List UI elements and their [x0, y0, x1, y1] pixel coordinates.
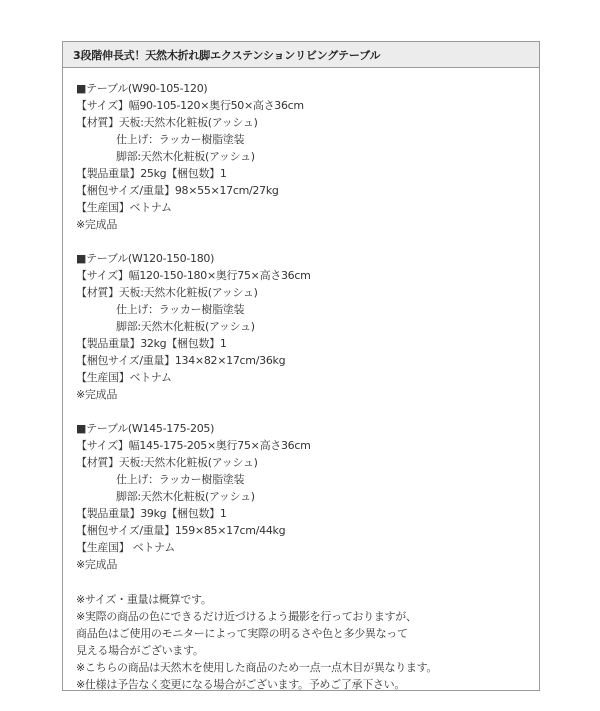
product-package: 【梱包サイズ/重量】134×82×17cm/36kg [76, 354, 286, 367]
product-finish: 仕上げ：ラッカー樹脂塗装 [116, 133, 245, 146]
product-material: 【材質】天板:天然木化粧板(アッシュ) [76, 116, 258, 129]
product-size: 【サイズ】幅90-105-120×奥行50×高さ36cm [76, 99, 304, 112]
product-origin: 【生産国】ベトナム [76, 201, 172, 214]
product-weight: 【製品重量】25kg【梱包数】1 [76, 167, 227, 180]
product-size: 【サイズ】幅145-175-205×奥行75×高さ36cm [76, 439, 311, 452]
product-spec-1 [76, 80, 533, 233]
product-spec-3 [76, 420, 533, 573]
page-title: 3段階伸長式！天然木折れ脚エクステンションリビングテーブル [73, 48, 381, 62]
note-line: ※実際の商品の色にできるだけ近づけるよう撮影を行っておりますが、 [76, 610, 417, 623]
product-weight: 【製品重量】39kg【梱包数】1 [76, 507, 227, 520]
product-material: 【材質】天板:天然木化粧板(アッシュ) [76, 456, 258, 469]
note-line: ※サイズ・重量は概算です。 [76, 593, 212, 606]
notes-section [76, 591, 533, 693]
spacer [76, 403, 533, 420]
note-line: ※仕様は予告なく変更になる場合がございます。予めご了承下さい。 [76, 678, 406, 691]
note-line: 商品色はご使用のモニターによって実際の明るさや色と多少異なって [76, 627, 408, 640]
note-line: 見える場合がございます。 [76, 644, 204, 657]
product-origin: 【生産国】 ベトナム [76, 541, 175, 554]
product-header: ■テーブル(W90-105-120) [76, 82, 208, 95]
product-finish: 仕上げ：ラッカー樹脂塗装 [116, 473, 245, 486]
product-assembly: ※完成品 [76, 388, 118, 401]
product-assembly: ※完成品 [76, 558, 118, 571]
product-origin: 【生産国】ベトナム [76, 371, 172, 384]
note-line: ※こちらの商品は天然木を使用した商品のため一点一点木目が異なります。 [76, 661, 438, 674]
product-material: 【材質】天板:天然木化粧板(アッシュ) [76, 286, 258, 299]
spacer [76, 233, 533, 250]
spec-content [76, 80, 533, 693]
product-spec-2 [76, 250, 533, 403]
spec-box [62, 41, 540, 691]
title-bar [63, 42, 539, 68]
product-package: 【梱包サイズ/重量】159×85×17cm/44kg [76, 524, 286, 537]
product-legs: 脚部:天然木化粧板(アッシュ) [116, 320, 255, 333]
product-legs: 脚部:天然木化粧板(アッシュ) [116, 150, 255, 163]
product-header: ■テーブル(W145-175-205) [76, 422, 215, 435]
product-finish: 仕上げ：ラッカー樹脂塗装 [116, 303, 245, 316]
product-size: 【サイズ】幅120-150-180×奥行75×高さ36cm [76, 269, 311, 282]
product-legs: 脚部:天然木化粧板(アッシュ) [116, 490, 255, 503]
product-weight: 【製品重量】32kg【梱包数】1 [76, 337, 227, 350]
product-package: 【梱包サイズ/重量】98×55×17cm/27kg [76, 184, 279, 197]
product-assembly: ※完成品 [76, 218, 118, 231]
product-header: ■テーブル(W120-150-180) [76, 252, 215, 265]
spacer [76, 573, 533, 590]
